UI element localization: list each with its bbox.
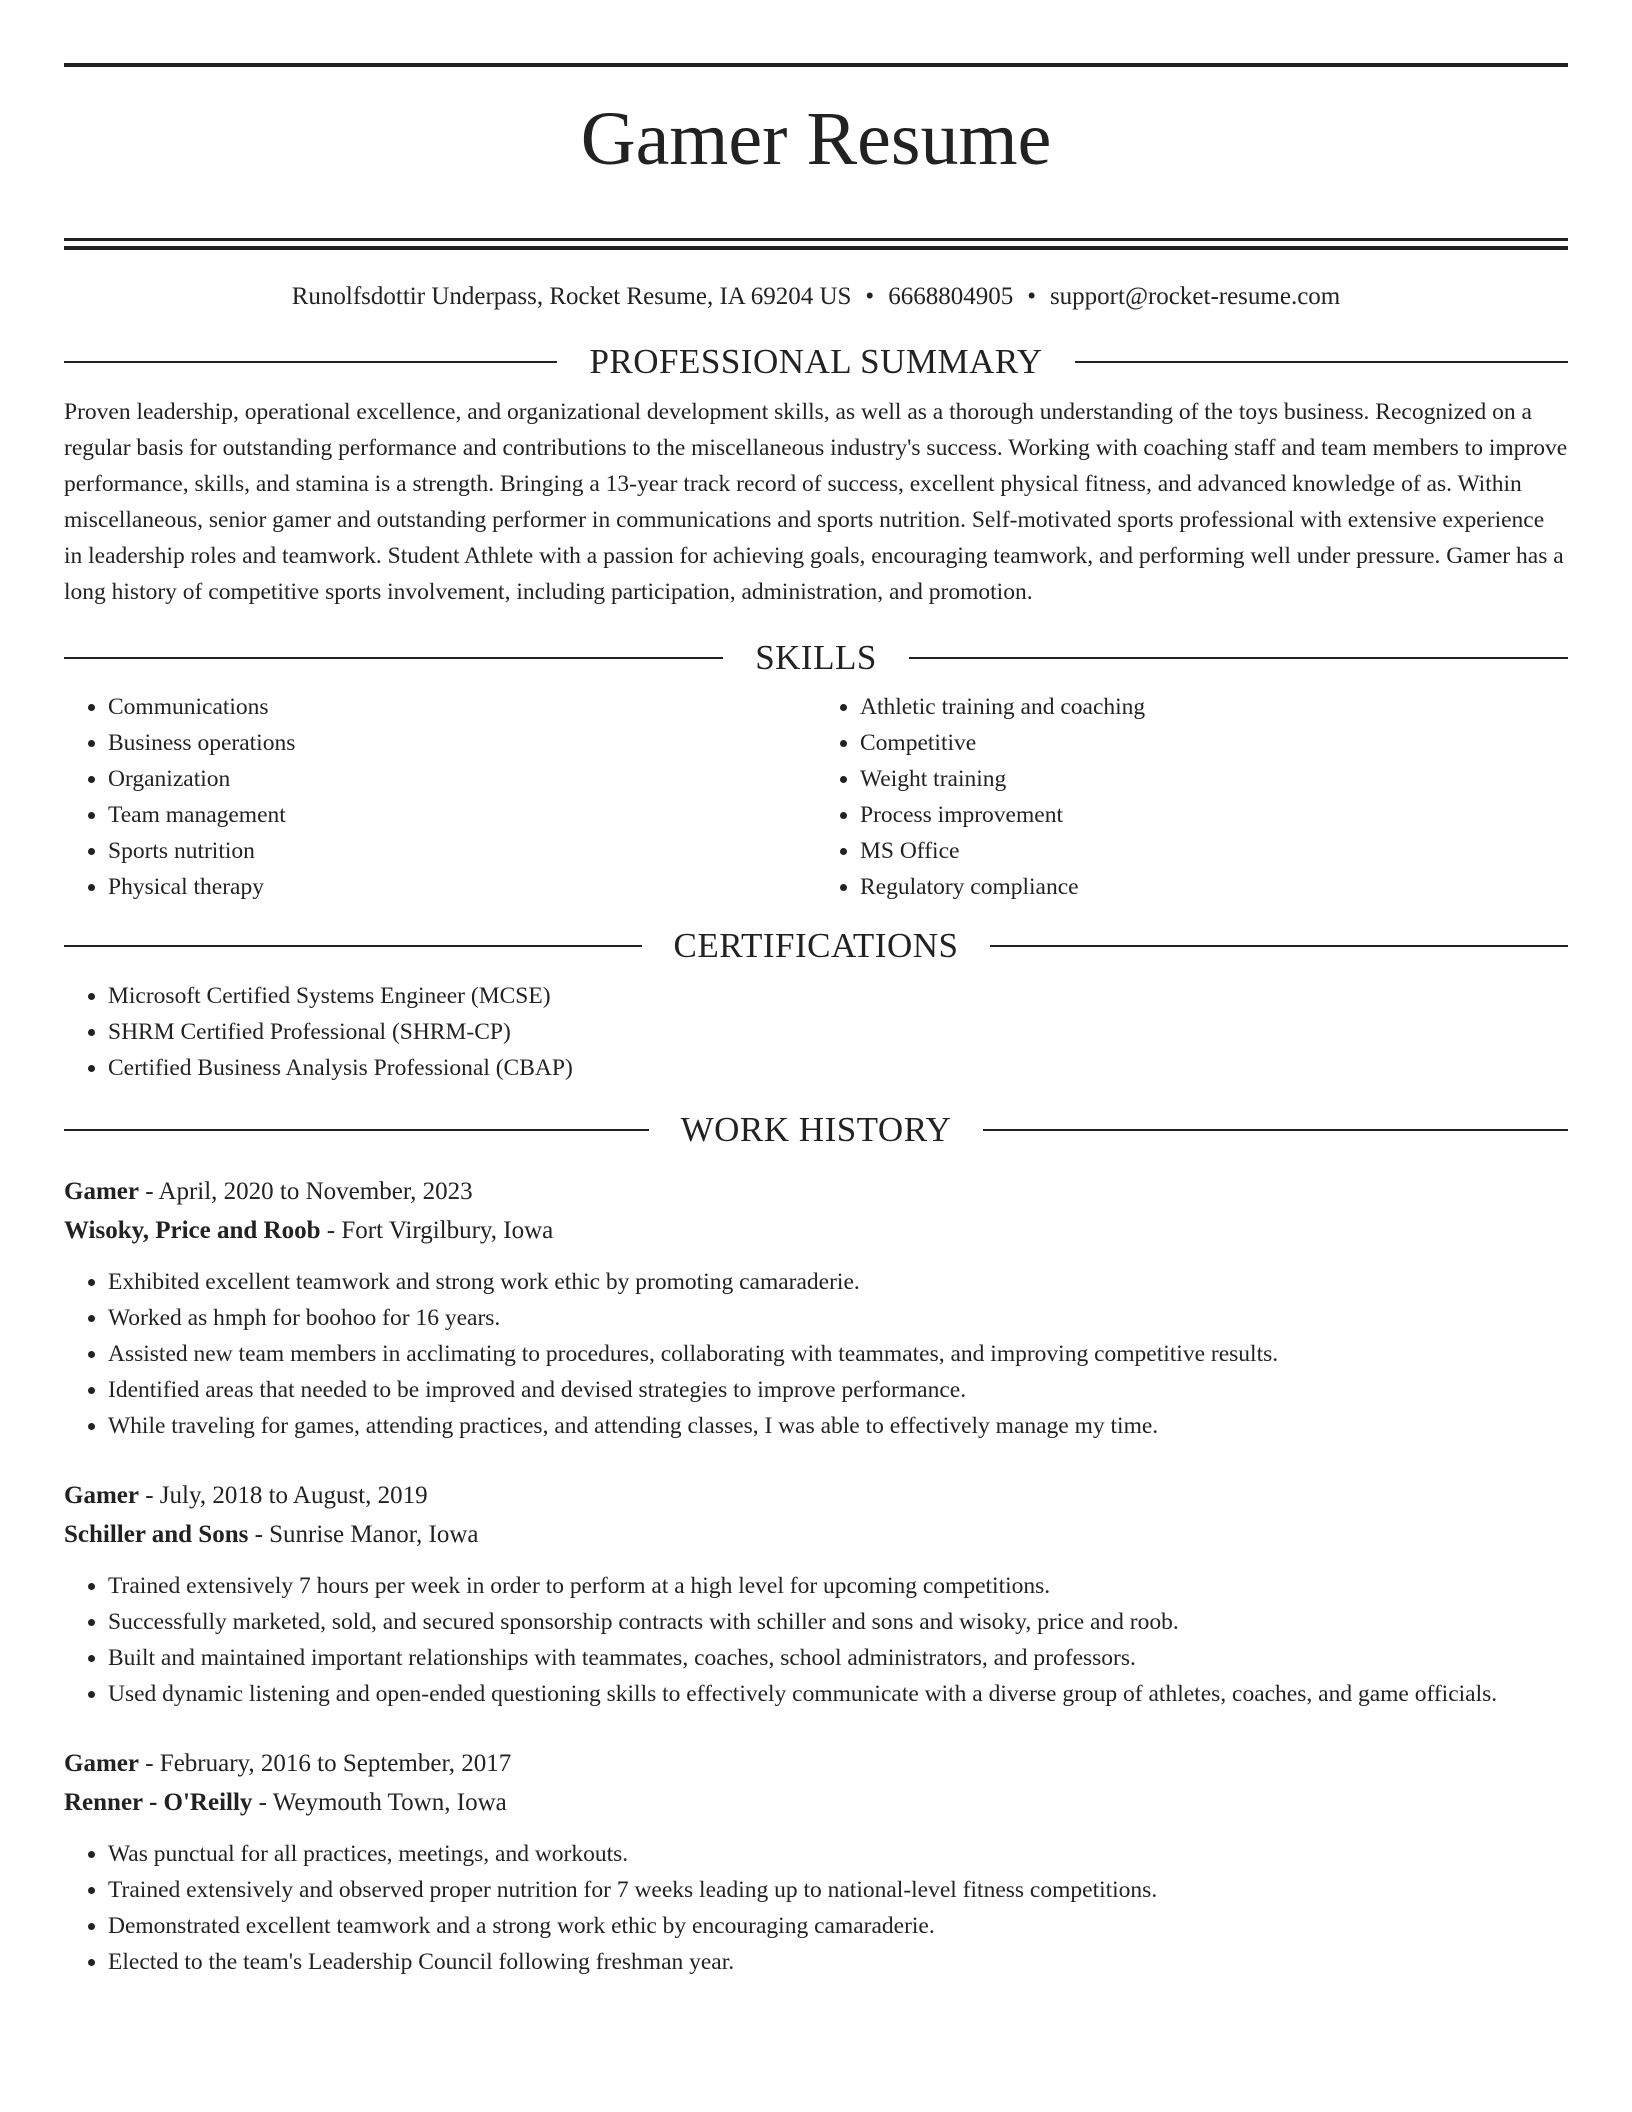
job-location: - Fort Virgilbury, Iowa: [320, 1216, 554, 1244]
resume-page: [64, 0, 1568, 1980]
heading-rule: [990, 945, 1568, 947]
job-bullet: • Demonstrated excellent teamwork and a strong work ethic by encouraging camaraderie.: [108, 1908, 1568, 1944]
certification-item: • Microsoft Certified Systems Engineer (MCSE): [108, 978, 1568, 1014]
job-bullet: • Assisted new team members in acclimating to procedures, collaborating with teammates, and improving competitive results.: [108, 1336, 1568, 1372]
skills-columns: [64, 689, 1568, 905]
job-bullet: • While traveling for games, attending practices, and attending classes, I was able to effectively manage my time.: [108, 1408, 1568, 1444]
job-company-line: [64, 1515, 1568, 1554]
job-bullets: [64, 1568, 1568, 1712]
heading-rule: [64, 657, 723, 659]
job-title: Gamer: [64, 1749, 139, 1777]
job-bullet: • Was punctual for all practices, meetings, and workouts.: [108, 1836, 1568, 1872]
contact-line: [64, 280, 1568, 314]
skill-item: • Business operations: [108, 725, 816, 761]
job-company: Schiller and Sons: [64, 1520, 249, 1548]
job-dates: - July, 2018 to August, 2019: [138, 1481, 428, 1509]
heading-rule: [1075, 361, 1568, 363]
job-bullet: • Worked as hmph for boohoo for 16 years.: [108, 1300, 1568, 1336]
skills-heading: [64, 636, 1568, 680]
work-history-heading: [64, 1108, 1568, 1152]
contact-separator: •: [865, 282, 875, 310]
job-company: Wisoky, Price and Roob: [64, 1216, 321, 1244]
job-bullet: • Trained extensively 7 hours per week in order to perform at a high level for upcoming competitions.: [108, 1568, 1568, 1604]
skill-item: • Team management: [108, 797, 816, 833]
job-title-line: [64, 1744, 1568, 1783]
skills-heading-label: SKILLS: [755, 637, 877, 677]
heading-rule: [983, 1129, 1568, 1131]
job-title-line: [64, 1172, 1568, 1211]
job-bullet: • Trained extensively and observed proper nutrition for 7 weeks leading up to national-level fitness competitions.: [108, 1872, 1568, 1908]
job-bullet: • Exhibited excellent teamwork and strong work ethic by promoting camaraderie.: [108, 1264, 1568, 1300]
job-bullet: • Elected to the team's Leadership Council following freshman year.: [108, 1944, 1568, 1980]
title-double-rule: [64, 238, 1568, 250]
certifications-list: [64, 978, 1568, 1086]
job-bullet: • Successfully marketed, sold, and secured sponsorship contracts with schiller and sons and wisoky, price and roob.: [108, 1604, 1568, 1640]
certification-item: • Certified Business Analysis Professional (CBAP): [108, 1050, 1568, 1086]
skill-item: • Regulatory compliance: [860, 869, 1568, 905]
job-bullets: [64, 1836, 1568, 1980]
heading-rule: [64, 945, 642, 947]
job-title: Gamer: [64, 1481, 139, 1509]
certifications-heading-label: CERTIFICATIONS: [673, 925, 959, 965]
heading-rule: [909, 657, 1568, 659]
skill-item: • Communications: [108, 689, 816, 725]
job-location: - Weymouth Town, Iowa: [252, 1788, 507, 1816]
heading-rule: [64, 1129, 649, 1131]
job-location: - Sunrise Manor, Iowa: [248, 1520, 479, 1548]
job-bullet: • Built and maintained important relationships with teammates, coaches, school administrators, and professors.: [108, 1640, 1568, 1676]
job-company: Renner - O'Reilly: [64, 1788, 253, 1816]
job-company-line: [64, 1211, 1568, 1250]
resume-title: Gamer Resume: [580, 97, 1052, 181]
job-title-line: [64, 1476, 1568, 1515]
contact-email[interactable]: support@rocket-resume.com: [1049, 282, 1341, 310]
skill-item: • Athletic training and coaching: [860, 689, 1568, 725]
skill-item: • Physical therapy: [108, 869, 816, 905]
contact-phone: 6668804905: [888, 282, 1014, 310]
skill-item: • MS Office: [860, 833, 1568, 869]
summary-text: Proven leadership, operational excellence, and organizational development skills, as well as a thorough understanding of the toys business. Recognized on a regular basis for outstanding performance and contributions to the miscellaneous industry's success. Working with coaching staff and team members to improve performance, skills, and stamina is a strength. Bringing a 13-year track record of success, excellent physical fitness, and advanced knowledge of as. Within miscellaneous, senior gamer and outstanding performer in communications and sports nutrition. Self-motivated sports professional with extensive experience in leadership roles and teamwork. Student Athlete with a passion for achieving goals, encouraging teamwork, and performing well under pressure. Gamer has a long history of competitive sports involvement, including participation, administration, and promotion.: [64, 398, 1568, 605]
heading-rule: [64, 361, 557, 363]
job-dates: - April, 2020 to November, 2023: [138, 1177, 473, 1205]
job-entry: [64, 1476, 1568, 1712]
summary-heading: [64, 340, 1568, 384]
job-entry: [64, 1744, 1568, 1980]
skills-list-left: [64, 689, 816, 905]
certification-item: • SHRM Certified Professional (SHRM-CP): [108, 1014, 1568, 1050]
job-entry: [64, 1172, 1568, 1444]
job-dates: - February, 2016 to September, 2017: [138, 1749, 512, 1777]
skill-item: • Process improvement: [860, 797, 1568, 833]
skills-list-right: [816, 689, 1568, 905]
job-company-line: [64, 1783, 1568, 1822]
skill-item: • Organization: [108, 761, 816, 797]
contact-separator: •: [1027, 282, 1036, 310]
job-bullets: [64, 1264, 1568, 1444]
top-rule: [64, 63, 1568, 67]
skill-item: • Weight training: [860, 761, 1568, 797]
contact-address: Runolfsdottir Underpass, Rocket Resume, IA 69204 US: [291, 282, 852, 310]
certifications-heading: [64, 924, 1568, 968]
skill-item: • Sports nutrition: [108, 833, 816, 869]
work-history-heading-label: WORK HISTORY: [680, 1109, 952, 1149]
summary-heading-label: PROFESSIONAL SUMMARY: [589, 341, 1043, 381]
job-bullet: • Used dynamic listening and open-ended questioning skills to effectively communicate with a diverse group of athletes, coaches, and game officials.: [108, 1676, 1568, 1712]
job-bullet: • Identified areas that needed to be improved and devised strategies to improve performance.: [108, 1372, 1568, 1408]
job-title: Gamer: [64, 1177, 139, 1205]
skill-item: • Competitive: [860, 725, 1568, 761]
